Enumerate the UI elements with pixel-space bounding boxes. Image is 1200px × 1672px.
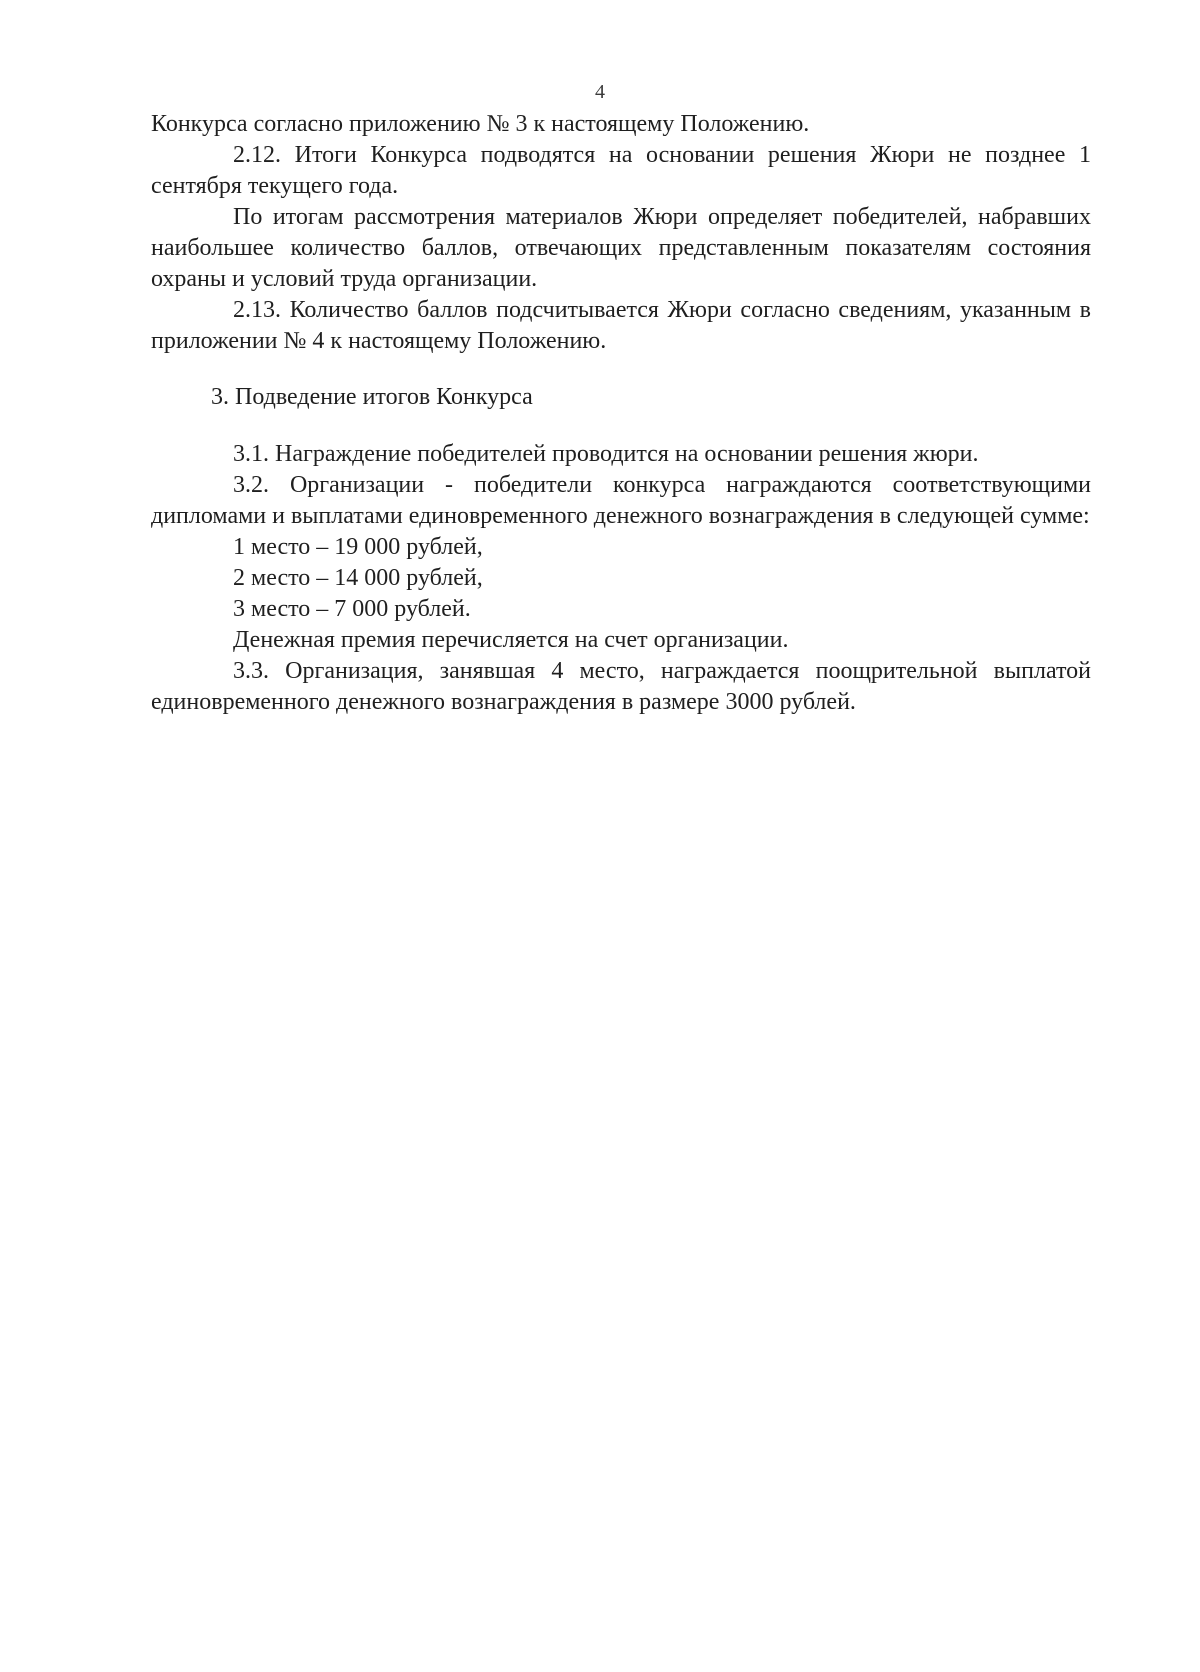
paragraph-2-13: 2.13. Количество баллов подсчитывается Жюри согласно сведениям, указанным в приложении № 4 к настоящему Положению. <box>151 297 1091 354</box>
paragraph-jury-results: По итогам рассмотрения материалов Жюри определяет победителей, набравших наибольшее количество баллов, отвечающих представленным показателям состояния охраны и условий труда организации. <box>151 204 1091 292</box>
prize-third-place: 3 место – 7 000 рублей. <box>233 596 471 622</box>
paragraph-3-3: 3.3. Организация, занявшая 4 место, награждается поощрительной выплатой единовременного денежного вознаграждения в размере 3000 рублей. <box>151 658 1091 715</box>
page-number: 4 <box>595 81 605 103</box>
paragraph-2-12: 2.12. Итоги Конкурса подводятся на основании решения Жюри не позднее 1 сентября текущего года. <box>151 142 1091 199</box>
prize-second-place: 2 место – 14 000 рублей, <box>233 565 483 591</box>
paragraph-continuation: Конкурса согласно приложению № 3 к настоящему Положению. <box>151 111 810 137</box>
section-title: 3. Подведение итогов Конкурса <box>211 384 533 410</box>
paragraph-cash-prize: Денежная премия перечисляется на счет организации. <box>233 627 789 653</box>
paragraph-3-2: 3.2. Организации - победители конкурса награждаются соответствующими дипломами и выплатами единовременного денежного вознаграждения в следующей сумме: <box>151 472 1091 529</box>
prize-first-place: 1 место – 19 000 рублей, <box>233 534 483 560</box>
paragraph-3-1: 3.1. Награждение победителей проводится на основании решения жюри. <box>233 441 979 467</box>
document-body <box>151 109 1091 718</box>
